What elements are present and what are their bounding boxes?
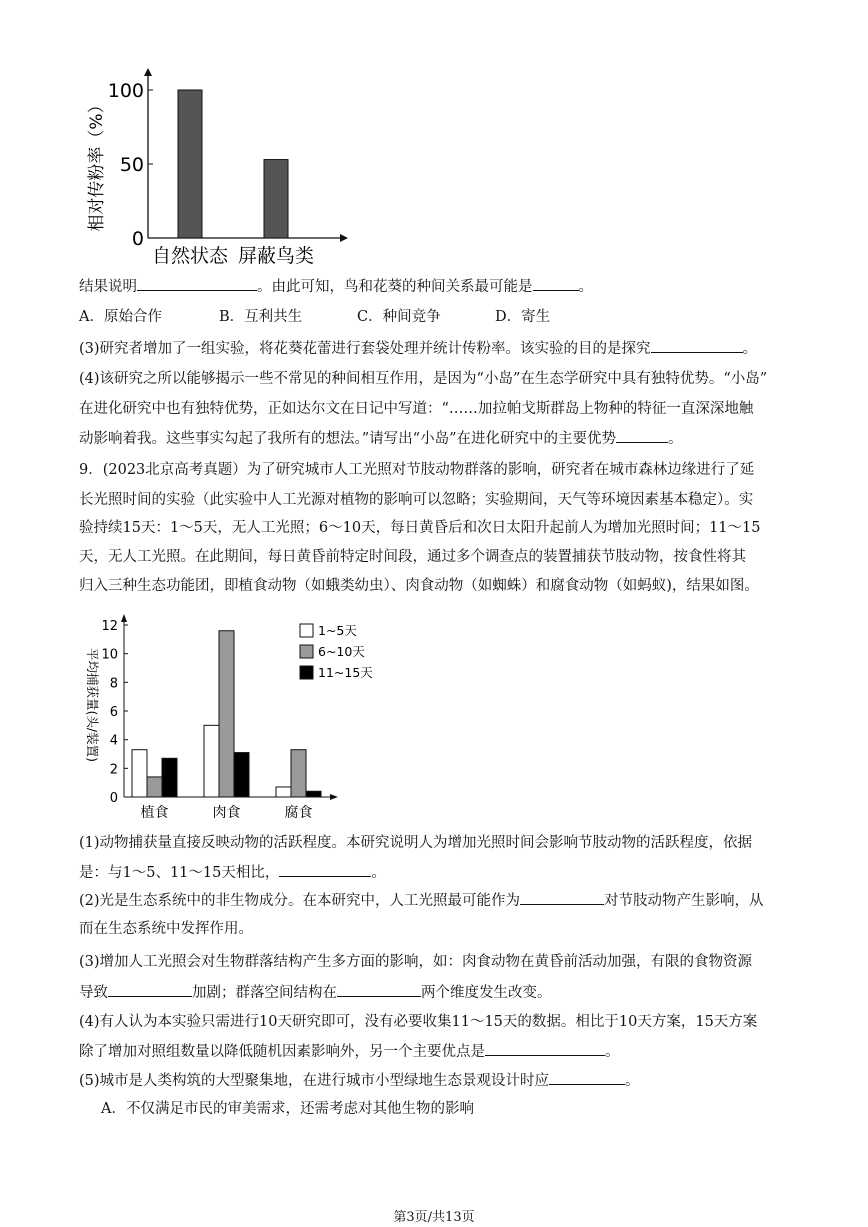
answer-blank [549, 1070, 625, 1085]
bar [219, 631, 234, 797]
legend-swatch [300, 645, 313, 658]
legend-label: 6~10天 [318, 644, 365, 659]
answer-blank [616, 428, 668, 443]
question-4-line1: (4)该研究之所以能够揭示一些不常见的种间相互作用，是因为“小岛”在生态学研究中具有独特优势。“小岛” [79, 371, 768, 387]
problem-9-line5: 归入三种生态功能团，即植食动物（如蛾类幼虫）、肉食动物（如蜘蛛）和腐食动物（如蚂蚁)，结果如图。 [79, 578, 759, 594]
option-c: C．种间竞争 [357, 309, 441, 325]
option-d: D．寄生 [495, 309, 551, 325]
bar [204, 725, 219, 797]
bar [276, 787, 291, 797]
sub-question-3-line2: 导致 加剧；群落空间结构在 两个维度发生改变。 [79, 982, 552, 1003]
legend-label: 1~5天 [318, 623, 357, 638]
legend-label: 11~15天 [318, 665, 373, 680]
answer-blank [533, 276, 579, 291]
option-b: B．互利共生 [219, 309, 303, 325]
x-axis-arrow [330, 794, 338, 800]
sub-question-1-line1: (1)动物捕获量直接反映动物的活跃程度。本研究说明人为增加光照时间会影响节肢动物的活跃程度，依据 [79, 835, 753, 851]
bar [178, 90, 202, 238]
bar [162, 758, 177, 797]
answer-blank [651, 338, 743, 353]
x-tick-label: 肉食 [212, 805, 241, 821]
sub-question-5-option-a: A．不仅满足市民的审美需求，还需考虑对其他生物的影响 [101, 1101, 474, 1117]
answer-blank [520, 890, 604, 905]
bar [291, 750, 306, 797]
legend-swatch [300, 624, 313, 637]
problem-9-line3: 验持续15天：1～5天，无人工光照；6～10天，每日黄昏后和次日太阳升起前人为增加光照时间；11～15 [79, 520, 761, 536]
bar [306, 791, 321, 797]
sub-question-2-line1: (2)光是生态系统中的非生物成分。在本研究中，人工光照最可能作为 对节肢动物产生影响，从 [79, 890, 764, 911]
pollination-rate-chart [70, 62, 360, 272]
answer-blank [108, 982, 192, 997]
problem-9-line1: 9．(2023北京高考真题）为了研究城市人工光照对节肢动物群落的影响，研究者在城市森林边缘进行了延 [79, 462, 755, 478]
sub-question-4-line2: 除了增加对照组数量以降低随机因素影响外，另一个主要优点是 。 [79, 1041, 620, 1062]
sub-question-1-line2: 是：与1～5、11～15天相比， 。 [79, 862, 386, 883]
bar [234, 753, 249, 797]
y-tick-label: 0 [109, 791, 118, 806]
answer-blank [279, 862, 371, 877]
y-axis-arrow [121, 614, 127, 622]
bar [132, 750, 147, 797]
problem-9-line2: 长光照时间的实验（此实验中人工光源对植物的影响可以忽略；实验期间，天气等环境因素基本稳定）。实 [79, 492, 754, 508]
option-a: A．原始合作 [79, 309, 162, 325]
sub-question-2-line2: 而在生态系统中发挥作用。 [79, 921, 253, 937]
y-tick-label: 6 [109, 705, 118, 720]
page-footer: 第3页/共13页 [393, 1210, 475, 1225]
question-4-line3: 动影响着我。这些事实勾起了我所有的想法。”请写出“小岛”在进化研究中的主要优势 。 [79, 428, 683, 449]
y-tick-label: 2 [109, 762, 118, 778]
y-tick-label: 10 [101, 647, 118, 663]
y-tick-label: 4 [109, 733, 118, 749]
y-tick-label: 50 [119, 154, 144, 176]
sub-question-5: (5)城市是人类构筑的大型聚集地，在进行城市小型绿地生态景观设计时应 。 [79, 1070, 640, 1091]
sub-question-4-line1: (4)有人认为本实验只需进行10天研究即可，没有必要收集11～15天的数据。相比于10天方案，15天方案 [79, 1014, 758, 1030]
bar [264, 160, 288, 238]
y-tick-label: 0 [131, 228, 144, 250]
problem-9-line4: 天，无人工光照。在此期间，每日黄昏前特定时间段，通过多个调查点的装置捕获节肢动物，按食性将其 [79, 549, 746, 565]
x-tick-label: 腐食 [284, 805, 313, 821]
capture-count-chart [76, 612, 386, 824]
x-tick-label: 屏蔽鸟类 [237, 245, 315, 267]
y-tick-label: 12 [101, 619, 118, 634]
answer-blank [337, 982, 421, 997]
answer-blank [485, 1041, 605, 1056]
question-3: (3)研究者增加了一组实验，将花葵花蕾进行套袋处理并统计传粉率。该实验的目的是探究 。 [79, 338, 757, 359]
y-axis-label: 相对传粉率（%） [87, 96, 107, 232]
x-tick-label: 自然状态 [151, 245, 229, 267]
question-4-line2: 在进化研究中也有独特优势，正如达尔文在日记中写道：“……加拉帕戈斯群岛上物种的特征一直深深地触 [79, 401, 754, 417]
legend-swatch [300, 666, 313, 679]
x-axis-arrow [340, 234, 348, 242]
options-row [79, 307, 550, 327]
y-tick-label: 100 [107, 80, 144, 102]
answer-blank [137, 276, 257, 291]
result-line: 结果说明 。由此可知，鸟和花葵的种间关系最可能是 。 [79, 276, 593, 297]
bar [147, 777, 162, 797]
y-tick-label: 8 [109, 676, 118, 692]
sub-question-3-line1: (3)增加人工光照会对生物群落结构产生多方面的影响，如：肉食动物在黄昏前活动加强，有限的食物资源 [79, 954, 753, 970]
x-tick-label: 植食 [140, 805, 169, 821]
y-axis-label: 平均捕获量(头/装置) [85, 648, 100, 762]
y-axis-arrow [144, 68, 152, 76]
